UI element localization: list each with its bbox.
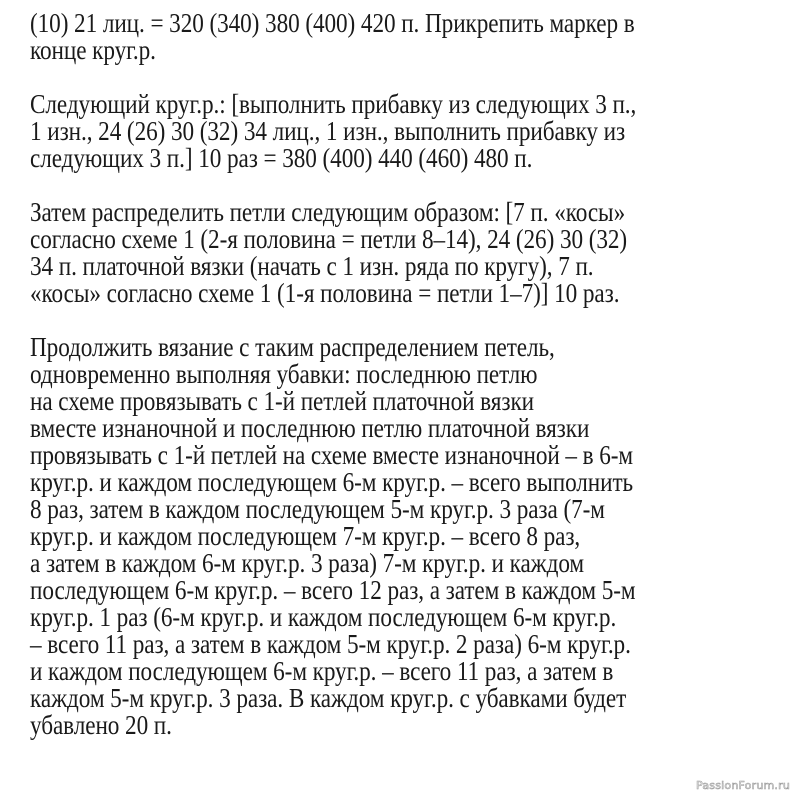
text-line: одновременно выполняя убавки: последнюю петлю	[30, 359, 538, 389]
paragraph-distribute-stitches	[30, 199, 790, 307]
text-line: Продолжить вязание с таким распределением петель,	[30, 332, 555, 362]
text-line: последующем 6-м круг.р. – всего 12 раз, а затем в каждом 5-м	[30, 575, 636, 605]
text-line: а затем в каждом 6-м круг.р. 3 раза) 7-м круг.р. и каждом	[30, 548, 585, 578]
text-line: 34 п. платочной вязки (начать с 1 изн. ряда по кругу), 7 п.	[30, 251, 594, 281]
text-line: следующих 3 п.] 10 раз = 380 (400) 440 (460) 480 п.	[30, 143, 533, 173]
text-line: круг.р. и каждом последующем 6-м круг.р. – всего выполнить	[30, 467, 634, 497]
text-line: Затем распределить петли следующим образом: [7 п. «косы»	[30, 197, 626, 227]
text-line: 1 изн., 24 (26) 30 (32) 34 лиц., 1 изн., выполнить прибавку из	[30, 116, 626, 146]
text-line: и каждом последующем 6-м круг.р. – всего 11 раз, а затем в	[30, 656, 614, 686]
text-line: (10) 21 лиц. = 320 (340) 380 (400) 420 п. Прикрепить маркер в	[30, 8, 635, 38]
text-line: на схеме провязывать с 1-й петлей платочной вязки	[30, 386, 534, 416]
text-line: вместе изнаночной и последнюю петлю платочной вязки	[30, 413, 590, 443]
text-line: «косы» согласно схеме 1 (1-я половина = петли 1–7)] 10 раз.	[30, 278, 620, 308]
paragraph-stitch-count	[30, 10, 790, 64]
text-line: убавлено 20 п.	[30, 710, 172, 740]
text-line: круг.р. 1 раз (6-м круг.р. и каждом последующем 6-м круг.р.	[30, 602, 617, 632]
paragraph-decreases	[30, 334, 790, 739]
text-line: круг.р. и каждом последующем 7-м круг.р. – всего 8 раз,	[30, 521, 581, 551]
text-line: Следующий круг.р.: [выполнить прибавку из следующих 3 п.,	[30, 89, 637, 119]
text-line: каждом 5-м круг.р. 3 раза. В каждом круг.р. с убавками будет	[30, 683, 627, 713]
text-line: провязывать с 1-й петлей на схеме вместе изнаночной – в 6-м	[30, 440, 634, 470]
watermark: PassionForum.ru	[696, 779, 790, 792]
text-line: – всего 11 раз, а затем в каждом 5-м круг.р. 2 раза) 6-м круг.р.	[30, 629, 631, 659]
text-line: согласно схеме 1 (2-я половина = петли 8–14), 24 (26) 30 (32)	[30, 224, 628, 254]
text-line: 8 раз, затем в каждом последующем 5-м круг.р. 3 раза (7-м	[30, 494, 605, 524]
text-line: конце круг.р.	[30, 35, 156, 65]
paragraph-next-round	[30, 91, 790, 172]
document-body	[30, 10, 790, 766]
